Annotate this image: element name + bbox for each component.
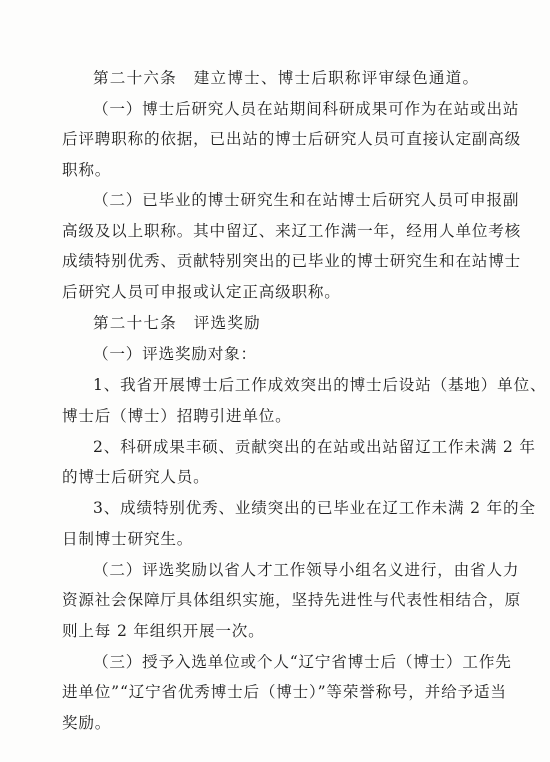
text-line: 日制博士研究生。 [62, 530, 194, 548]
text-line: 的博士后研究人员。 [62, 468, 210, 486]
text-line: 职称。 [62, 161, 112, 179]
text-line: 成绩特别优秀、贡献特别突出的已毕业的博士研究生和在站博士 [62, 252, 522, 270]
text-line: 则上每 2 年组织开展一次。 [62, 622, 265, 640]
text-line: 奖励。 [62, 714, 112, 732]
text-line: 1、我省开展博士后工作成效突出的博士后设站（基地）单位、 [93, 376, 547, 394]
text-line: （三）授予入选单位或个人“辽宁省博士后（博士）工作先 [93, 653, 512, 671]
text-line: 2、科研成果丰硕、贡献突出的在站或出站留辽工作未满 2 年 [93, 438, 536, 456]
article-heading: 第二十六条 建立博士、博士后职称评审绿色通道。 [93, 69, 480, 87]
text-line: 后研究人员可申报或认定正高级职称。 [62, 283, 341, 301]
text-line: 进单位”“辽宁省优秀博士后（博士）”等荣誉称号，并给予适当 [62, 683, 507, 701]
text-line: 3、成绩特别优秀、业绩突出的已毕业在辽工作未满 2 年的全 [93, 499, 536, 517]
text-line: 博士后（博士）招聘引进单位。 [62, 407, 292, 425]
text-line: （二）已毕业的博士研究生和在站博士后研究人员可申报副 [93, 191, 520, 209]
text-line: （二）评选奖励以省人才工作领导小组名义进行，由省人力 [93, 561, 520, 579]
text-line: 资源社会保障厅具体组织实施，坚持先进性与代表性相结合，原 [62, 591, 522, 609]
text-line: （一）评选奖励对象： [93, 345, 257, 363]
text-line: 后评聘职称的依据，已出站的博士后研究人员可直接认定副高级 [62, 130, 522, 148]
text-line: （一）博士后研究人员在站期间科研成果可作为在站或出站 [93, 100, 520, 118]
article-heading: 第二十七条 评选奖励 [93, 314, 261, 332]
text-line: 高级及以上职称。其中留辽、来辽工作满一年，经用人单位考核 [62, 222, 522, 240]
